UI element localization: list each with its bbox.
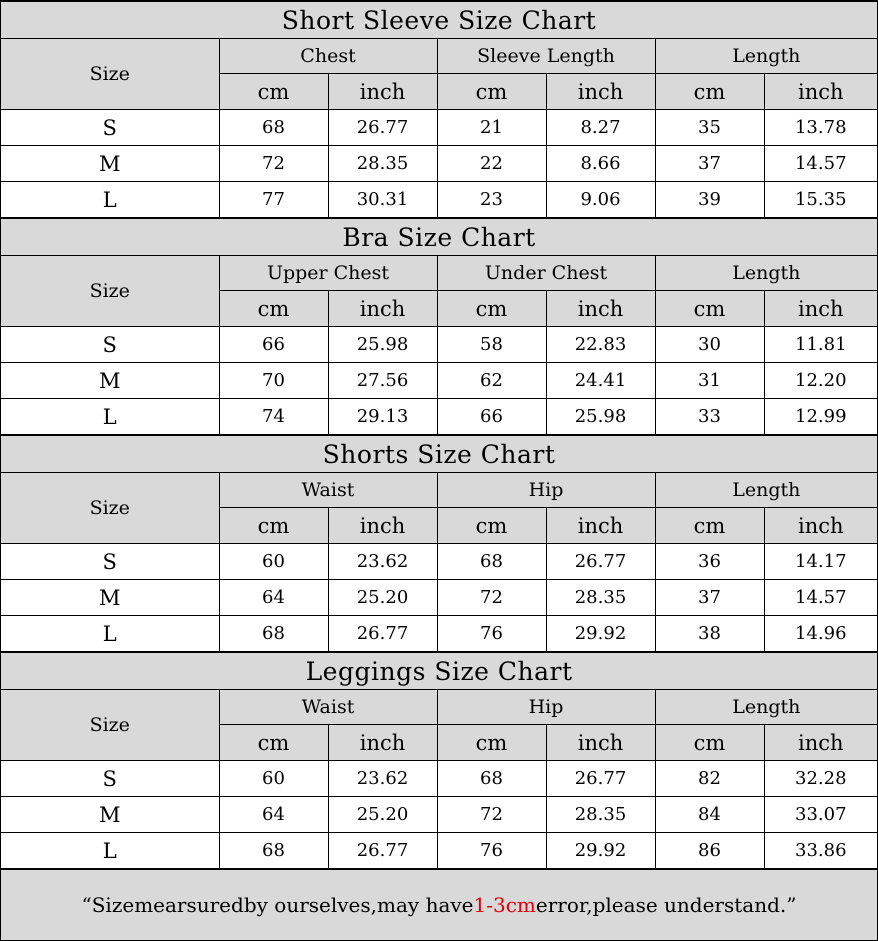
measurement-cell: 26.77: [546, 544, 655, 580]
measurement-cell: 86: [655, 833, 764, 869]
measurement-cell: 84: [655, 797, 764, 833]
measurement-cell: 68: [437, 544, 546, 580]
measurement-cell: 28.35: [328, 146, 437, 182]
measurement-cell: 22: [437, 146, 546, 182]
group-header-length: Length: [655, 473, 877, 508]
size-table-0: [1, 1, 877, 218]
size-cell: L: [1, 616, 219, 652]
size-table-3: [1, 652, 877, 869]
group-header-length: Length: [655, 256, 877, 291]
size-column-header: Size: [1, 473, 219, 544]
measurement-cell: 21: [437, 110, 546, 146]
measurement-cell: 23.62: [328, 761, 437, 797]
measurement-cell: 30: [655, 327, 764, 363]
measurement-cell: 11.81: [764, 327, 877, 363]
unit-header-cm: cm: [437, 508, 546, 544]
unit-header-inch: inch: [546, 725, 655, 761]
size-table-2: [1, 435, 877, 652]
measurement-cell: 72: [437, 797, 546, 833]
chart-title: Shorts Size Chart: [1, 436, 877, 473]
size-column-header: Size: [1, 256, 219, 327]
measurement-cell: 68: [219, 616, 328, 652]
measurement-cell: 25.98: [546, 399, 655, 435]
measurement-cell: 25.20: [328, 580, 437, 616]
unit-header-cm: cm: [655, 291, 764, 327]
measurement-cell: 58: [437, 327, 546, 363]
measurement-cell: 68: [219, 833, 328, 869]
measurement-cell: 77: [219, 182, 328, 218]
measurement-cell: 29.13: [328, 399, 437, 435]
unit-header-inch: inch: [764, 74, 877, 110]
measurement-cell: 35: [655, 110, 764, 146]
measurement-cell: 25.98: [328, 327, 437, 363]
measurement-cell: 28.35: [546, 797, 655, 833]
unit-header-cm: cm: [437, 74, 546, 110]
group-header-chest: Chest: [219, 39, 437, 74]
measurement-cell: 30.31: [328, 182, 437, 218]
measurement-cell: 82: [655, 761, 764, 797]
unit-header-cm: cm: [219, 725, 328, 761]
size-column-header: Size: [1, 39, 219, 110]
measurement-cell: 13.78: [764, 110, 877, 146]
table-row: [1, 797, 877, 833]
size-cell: S: [1, 544, 219, 580]
unit-header-inch: inch: [764, 725, 877, 761]
measurement-cell: 12.99: [764, 399, 877, 435]
size-cell: M: [1, 363, 219, 399]
size-table-1: [1, 218, 877, 435]
measurement-cell: 14.57: [764, 146, 877, 182]
unit-header-cm: cm: [437, 725, 546, 761]
unit-header-inch: inch: [764, 508, 877, 544]
unit-header-cm: cm: [655, 508, 764, 544]
table-row: [1, 544, 877, 580]
footer-text-before: “Sizemearsuredby ourselves,may have: [81, 893, 474, 917]
measurement-cell: 68: [219, 110, 328, 146]
unit-header-inch: inch: [328, 74, 437, 110]
measurement-cell: 39: [655, 182, 764, 218]
measurement-cell: 64: [219, 797, 328, 833]
measurement-cell: 15.35: [764, 182, 877, 218]
table-row: [1, 616, 877, 652]
size-cell: L: [1, 182, 219, 218]
footer-error-range: 1-3cm: [473, 893, 536, 917]
group-header-waist: Waist: [219, 473, 437, 508]
unit-header-cm: cm: [655, 725, 764, 761]
chart-title: Leggings Size Chart: [1, 653, 877, 690]
table-row: [1, 110, 877, 146]
measurement-cell: 23: [437, 182, 546, 218]
measurement-cell: 14.17: [764, 544, 877, 580]
size-cell: M: [1, 797, 219, 833]
measurement-cell: 70: [219, 363, 328, 399]
table-row: [1, 833, 877, 869]
measurement-cell: 37: [655, 580, 764, 616]
group-header-under-chest: Under Chest: [437, 256, 655, 291]
size-cell: S: [1, 327, 219, 363]
footer-note: [1, 869, 877, 940]
measurement-cell: 62: [437, 363, 546, 399]
measurement-cell: 32.28: [764, 761, 877, 797]
size-cell: S: [1, 110, 219, 146]
measurement-cell: 60: [219, 544, 328, 580]
measurement-cell: 37: [655, 146, 764, 182]
unit-header-inch: inch: [328, 508, 437, 544]
unit-header-inch: inch: [546, 508, 655, 544]
measurement-cell: 8.27: [546, 110, 655, 146]
group-header-length: Length: [655, 690, 877, 725]
measurement-cell: 38: [655, 616, 764, 652]
measurement-cell: 36: [655, 544, 764, 580]
measurement-cell: 60: [219, 761, 328, 797]
measurement-cell: 72: [219, 146, 328, 182]
measurement-cell: 8.66: [546, 146, 655, 182]
measurement-cell: 12.20: [764, 363, 877, 399]
table-row: [1, 327, 877, 363]
size-cell: L: [1, 833, 219, 869]
measurement-cell: 29.92: [546, 616, 655, 652]
chart-title: Short Sleeve Size Chart: [1, 2, 877, 39]
measurement-cell: 22.83: [546, 327, 655, 363]
group-header-upper-chest: Upper Chest: [219, 256, 437, 291]
measurement-cell: 76: [437, 616, 546, 652]
measurement-cell: 33: [655, 399, 764, 435]
measurement-cell: 26.77: [328, 833, 437, 869]
group-header-hip: Hip: [437, 690, 655, 725]
measurement-cell: 68: [437, 761, 546, 797]
measurement-cell: 28.35: [546, 580, 655, 616]
group-header-length: Length: [655, 39, 877, 74]
unit-header-inch: inch: [328, 725, 437, 761]
unit-header-cm: cm: [219, 291, 328, 327]
measurement-cell: 31: [655, 363, 764, 399]
measurement-cell: 27.56: [328, 363, 437, 399]
table-row: [1, 580, 877, 616]
measurement-cell: 23.62: [328, 544, 437, 580]
measurement-cell: 66: [437, 399, 546, 435]
group-header-waist: Waist: [219, 690, 437, 725]
measurement-cell: 25.20: [328, 797, 437, 833]
unit-header-inch: inch: [546, 291, 655, 327]
measurement-cell: 72: [437, 580, 546, 616]
size-cell: M: [1, 146, 219, 182]
measurement-cell: 33.07: [764, 797, 877, 833]
measurement-cell: 26.77: [546, 761, 655, 797]
measurement-cell: 33.86: [764, 833, 877, 869]
group-header-sleeve-length: Sleeve Length: [437, 39, 655, 74]
unit-header-cm: cm: [655, 74, 764, 110]
measurement-cell: 76: [437, 833, 546, 869]
table-row: [1, 182, 877, 218]
unit-header-cm: cm: [219, 74, 328, 110]
unit-header-inch: inch: [328, 291, 437, 327]
measurement-cell: 26.77: [328, 110, 437, 146]
measurement-cell: 66: [219, 327, 328, 363]
measurement-cell: 64: [219, 580, 328, 616]
table-row: [1, 146, 877, 182]
measurement-cell: 14.96: [764, 616, 877, 652]
size-cell: M: [1, 580, 219, 616]
measurement-cell: 26.77: [328, 616, 437, 652]
footer-text-after: error,please understand.”: [535, 893, 797, 917]
unit-header-cm: cm: [437, 291, 546, 327]
table-row: [1, 363, 877, 399]
measurement-cell: 74: [219, 399, 328, 435]
measurement-cell: 14.57: [764, 580, 877, 616]
charts-container: [1, 1, 877, 869]
size-cell: L: [1, 399, 219, 435]
table-row: [1, 399, 877, 435]
size-cell: S: [1, 761, 219, 797]
unit-header-cm: cm: [219, 508, 328, 544]
measurement-cell: 24.41: [546, 363, 655, 399]
chart-title: Bra Size Chart: [1, 219, 877, 256]
measurement-cell: 29.92: [546, 833, 655, 869]
group-header-hip: Hip: [437, 473, 655, 508]
measurement-cell: 9.06: [546, 182, 655, 218]
table-row: [1, 761, 877, 797]
unit-header-inch: inch: [764, 291, 877, 327]
size-column-header: Size: [1, 690, 219, 761]
unit-header-inch: inch: [546, 74, 655, 110]
